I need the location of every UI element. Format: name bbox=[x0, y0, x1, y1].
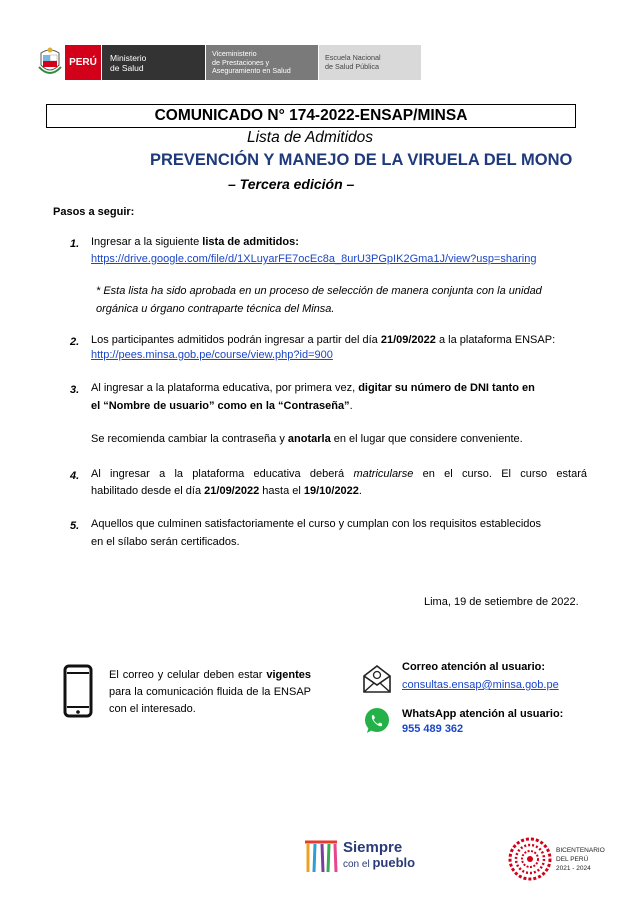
step-2-number: 2. bbox=[70, 336, 80, 348]
siempre-con-el-pueblo-logo: Siempre con el pueblo bbox=[303, 838, 415, 874]
ensap-platform-link[interactable]: http://pees.minsa.gob.pe/course/view.php?id=900 bbox=[91, 349, 333, 361]
peru-label: PERÚ bbox=[65, 45, 101, 80]
document-subtitle: Lista de Admitidos bbox=[246, 129, 374, 146]
bicentenario-emblem-icon bbox=[508, 837, 552, 881]
coat-of-arms-icon bbox=[38, 45, 62, 80]
mobile-phone-icon bbox=[63, 664, 93, 723]
support-email-link[interactable]: consultas.ensap@minsa.gob.pe bbox=[402, 679, 559, 691]
email-heading: Correo atención al usuario: bbox=[402, 661, 546, 673]
siempre-logo-icon bbox=[303, 838, 339, 874]
whatsapp-icon bbox=[363, 707, 391, 740]
step-4-number: 4. bbox=[70, 470, 80, 482]
bicentenario-logo: BICENTENARIO DEL PERÚ 2021 - 2024 bbox=[508, 837, 605, 881]
step-2-text: Los participantes admitidos podrán ingresar a partir del día 21/09/2022 a la plataforma ENSAP: bbox=[91, 334, 556, 346]
step-1-note: * Esta lista ha sido aprobada en un proceso de selección de manera conjunta con la unidad orgánica u órgano contraparte técnica del Minsa. bbox=[96, 285, 542, 315]
ministry-logo-bar bbox=[38, 45, 421, 80]
edition-label: – Tercera edición – bbox=[228, 176, 355, 192]
email-icon bbox=[362, 664, 392, 699]
admitted-list-link[interactable]: https://drive.google.com/file/d/1XLuyarFE7ocEc8a_8urU3PGpIK2Gma1J/view?usp=sharing bbox=[91, 253, 537, 265]
document-date: Lima, 19 de setiembre de 2022. bbox=[424, 596, 579, 608]
step-1-text: Ingresar a la siguiente lista de admitidos: bbox=[91, 236, 299, 248]
course-title: PREVENCIÓN Y MANEJO DE LA VIRUELA DEL MONO bbox=[150, 151, 573, 169]
viceministry-label: Viceministerio de Prestaciones y Aseguramiento en Salud bbox=[205, 45, 318, 80]
contact-note: El correo y celular deben estar vigentes para la comunicación fluida de la ENSAP con el interesado. bbox=[109, 669, 311, 715]
whatsapp-number: 955 489 362 bbox=[402, 723, 464, 735]
step-1-number: 1. bbox=[70, 238, 80, 250]
step-4-line-1: Al ingresar a la plataforma educativa deberá matricularse en el curso. El curso estará bbox=[91, 468, 587, 480]
step-5-text: Aquellos que culminen satisfactoriamente el curso y cumplan con los requisitos establecidos en el sílabo serán certificados. bbox=[91, 518, 542, 548]
step-4-line-2: habilitado desde el día 21/09/2022 hasta el 19/10/2022. bbox=[91, 485, 362, 497]
school-label: Escuela Nacional de Salud Pública bbox=[318, 45, 421, 80]
ministry-label: Ministerio de Salud bbox=[101, 45, 205, 80]
step-3-text: Al ingresar a la plataforma educativa, por primera vez, digitar su número de DNI tanto en el “Nombre de usuario” como en la “Contraseña”. bbox=[91, 382, 535, 412]
document-title: COMUNICADO N° 174-2022-ENSAP/MINSA bbox=[46, 104, 576, 128]
whatsapp-heading: WhatsApp atención al usuario: bbox=[402, 708, 564, 720]
step-5-number: 5. bbox=[70, 520, 80, 532]
password-recommendation: Se recomienda cambiar la contraseña y anotarla en el lugar que considere conveniente. bbox=[91, 433, 523, 445]
steps-heading: Pasos a seguir: bbox=[53, 206, 135, 218]
step-3-number: 3. bbox=[70, 384, 80, 396]
